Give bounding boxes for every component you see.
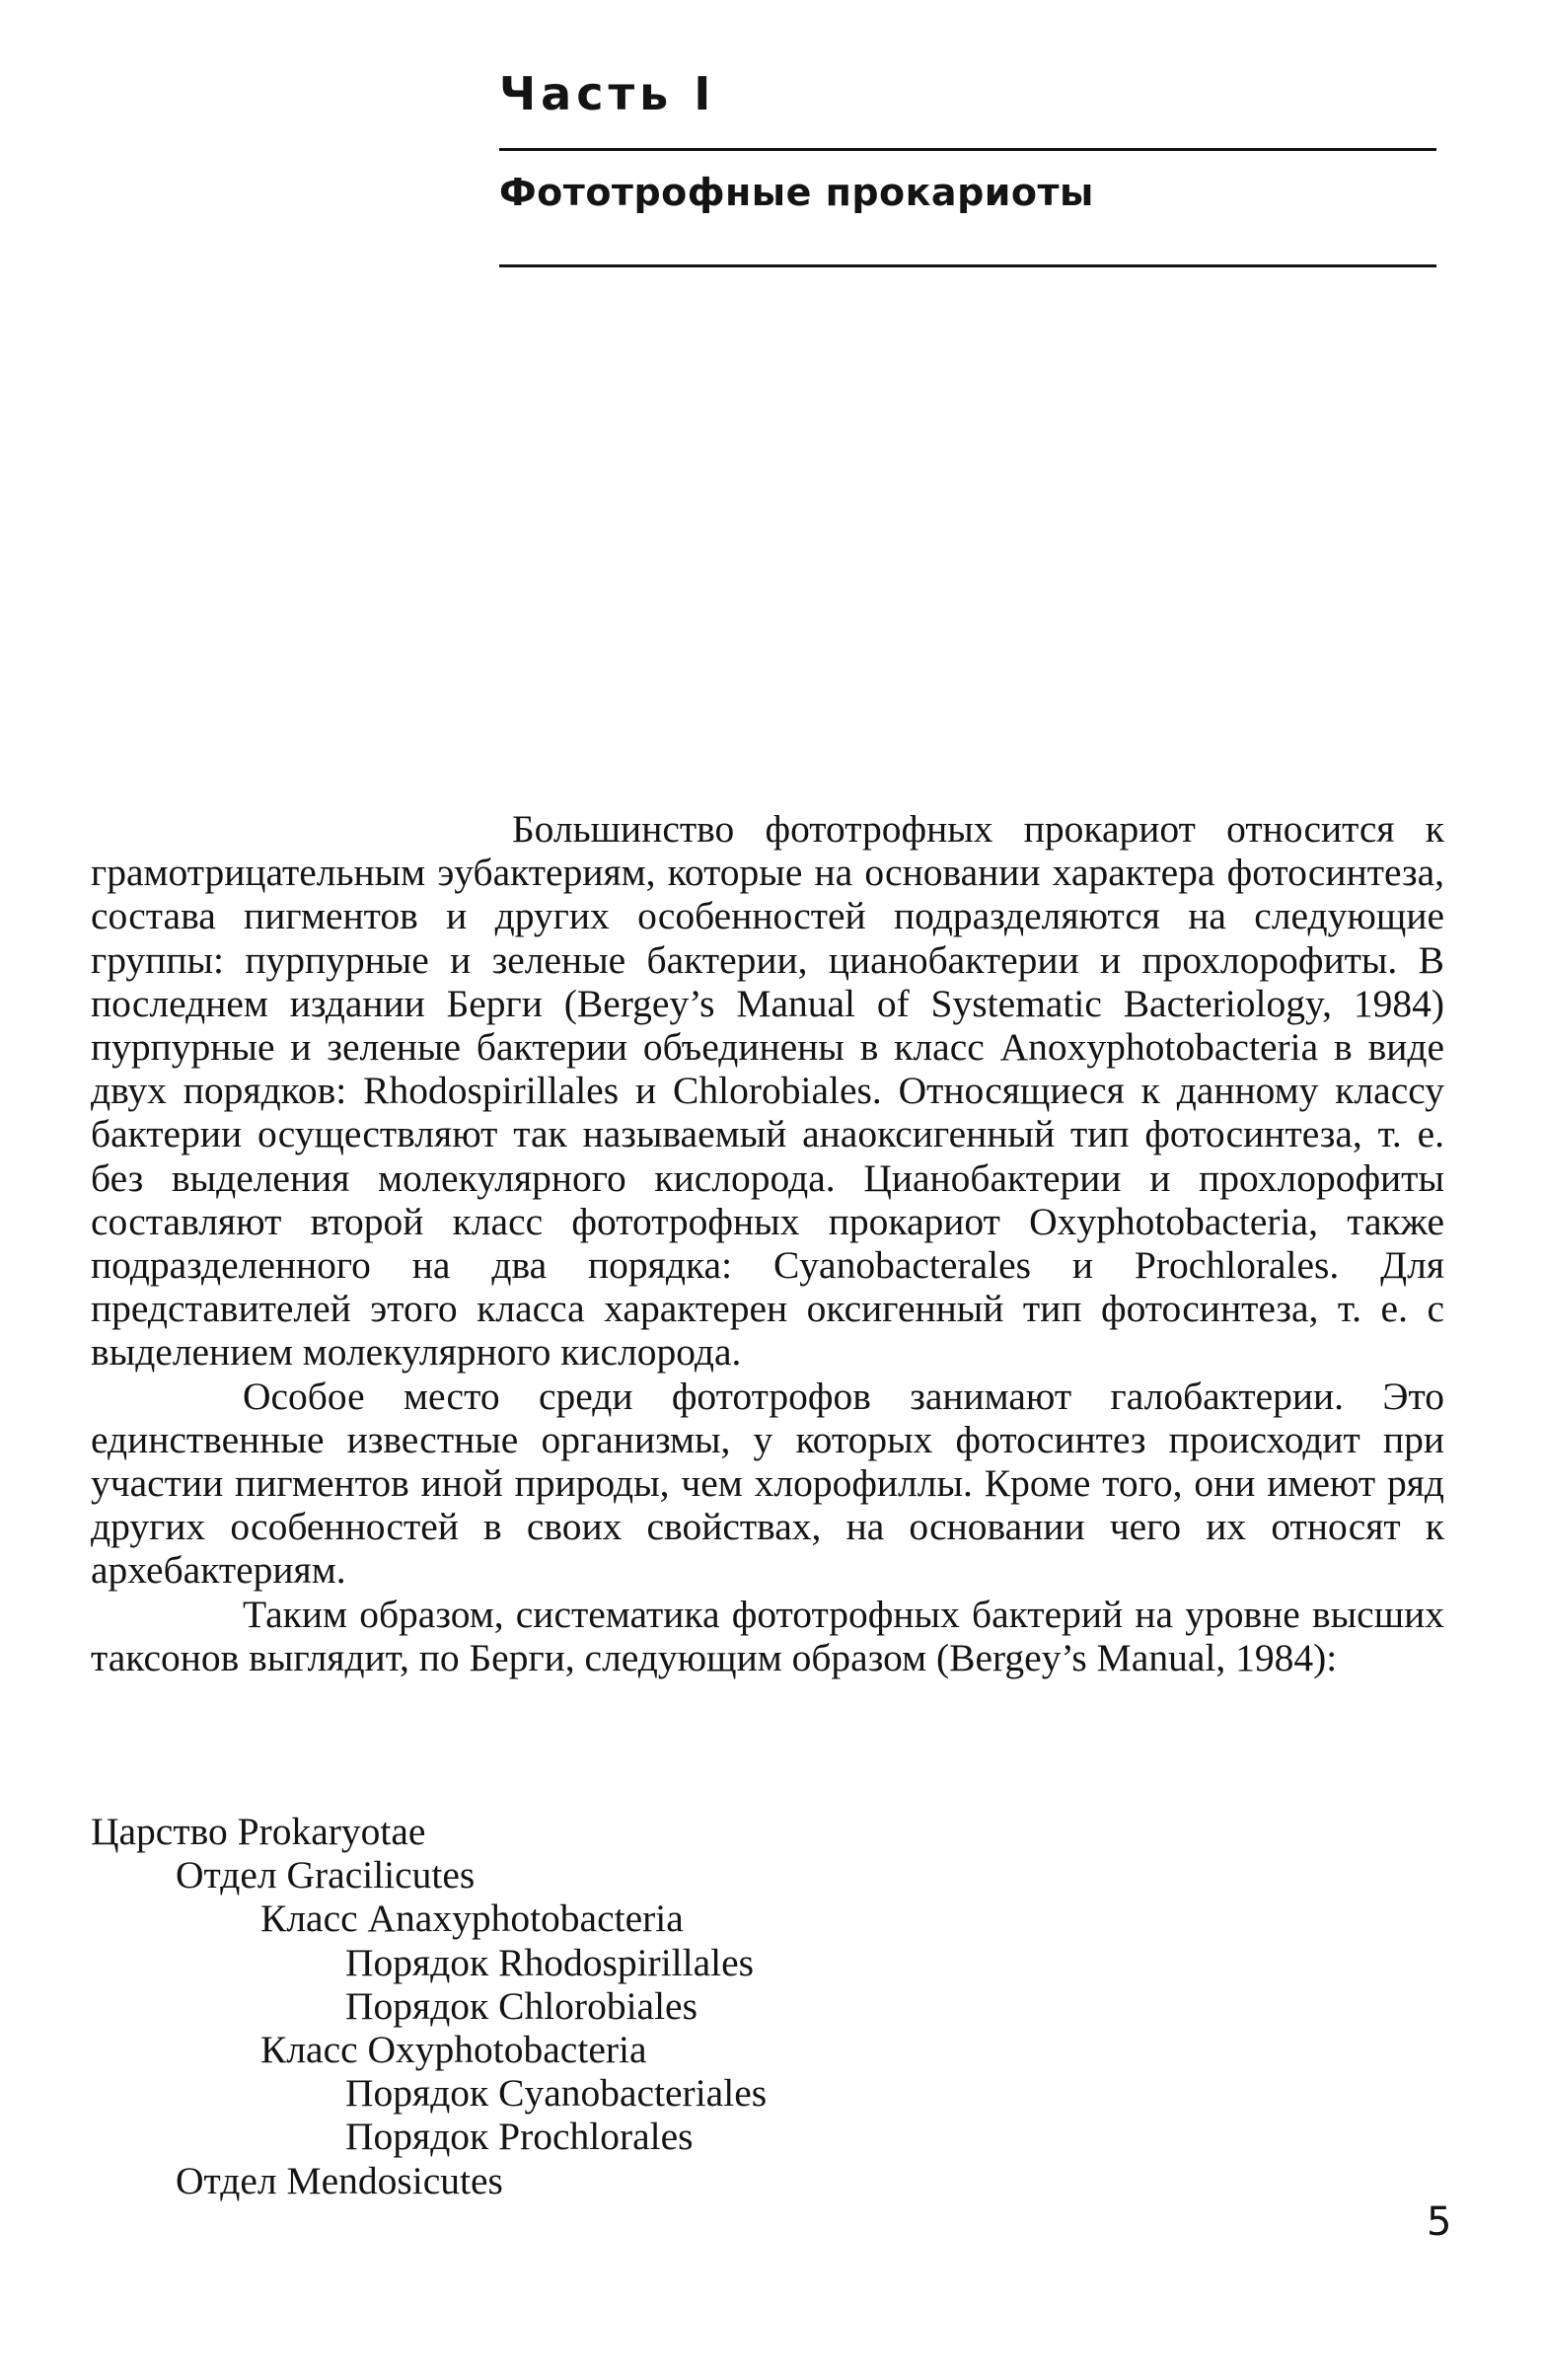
taxonomy-division: Отдел Mendosicutes xyxy=(176,2158,503,2202)
taxonomy-list xyxy=(91,1810,767,2202)
paragraph-halobacteria: Особое место среди фототрофов занимают галобактерии. Это единственные известные организмы, у которых фотосинтез происходит при участии пигментов иной природы, чем хлорофиллы. Кроме того, они имеют ряд других особенностей в своих свойствах, на основании чего их относят к архебактериям. xyxy=(91,1374,1444,1593)
taxonomy-class: Класс Anaxyphotobacteria xyxy=(260,1897,684,1941)
taxonomy-order: Порядок Cyanobacteriales xyxy=(345,2071,768,2116)
taxonomy-order: Порядок Chlorobiales xyxy=(345,1983,698,2028)
header-divider-bottom xyxy=(499,264,1436,267)
taxonomy-class: Класс Oxyphotobacteria xyxy=(260,2028,647,2072)
part-label: Часть I xyxy=(499,67,716,120)
page-number: 5 xyxy=(1427,2199,1452,2245)
part-title: Фототрофные прокариоты xyxy=(499,171,1094,214)
header-divider-top xyxy=(499,148,1436,151)
paragraph-systematics: Таким образом, систематика фототрофных бактерий на уровне высших таксонов выглядит, по Берги, следующим образом (Bergey’s Manual, 1984): xyxy=(91,1592,1444,1679)
taxonomy-kingdom: Царство Prokaryotae xyxy=(91,1810,426,1853)
taxonomy-order: Порядок Prochlorales xyxy=(345,2115,694,2159)
taxonomy-order: Порядок Rhodospirillales xyxy=(345,1940,755,1984)
paragraph-intro: Большинство фототрофных прокариот относится к грамотрицательным эубактериям, которые на основании характера фотосинтеза, состава пигментов и других особенностей подразделяются на следующие группы: пурпурные и зеленые бактерии, цианобактерии и прохлорофиты. В последнем издании Берги (Bergey’s Manual of Systematic Bacteriology, 1984) пурпурные и зеленые бактерии объединены в класс Anoxyphotobacteria в виде двух порядков: Rhodospirillales и Chlorobiales. Относящиеся к данному классу бактерии осуществляют так называемый анаоксигенный тип фотосинтеза, т. е. без выделения молекулярного кислорода. Цианобактерии и прохлорофиты составляют второй класс фототрофных прокариот Oxyphotobacteria, также подразделенного на два порядка: Cyanobacterales и Prochlorales. Для представителей этого класса характерен оксигенный тип фотосинтеза, т. е. с выделением молекулярного кислорода. xyxy=(91,807,1444,1375)
taxonomy-division: Отдел Gracilicutes xyxy=(176,1853,476,1897)
body-text xyxy=(91,807,1444,1679)
